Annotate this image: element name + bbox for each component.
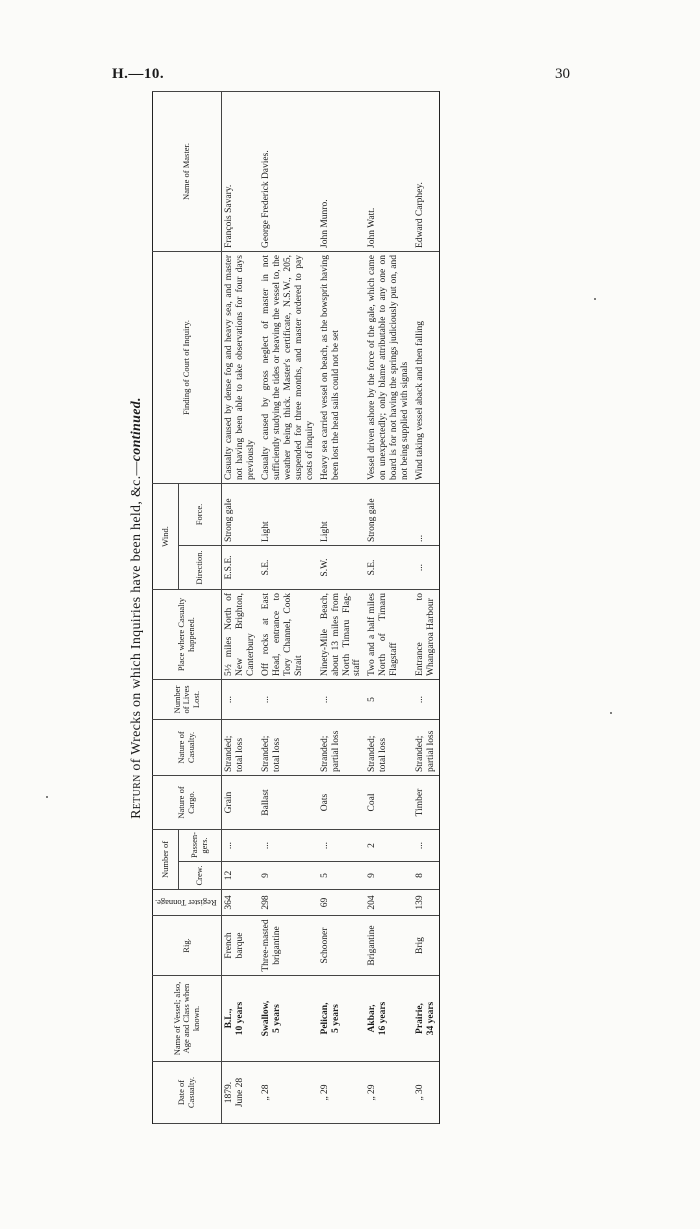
- title-rest: of Wrecks on which Inquiries have been held, &c.—: [129, 461, 144, 775]
- force-cell: Light: [318, 483, 366, 545]
- date-value: June 28: [235, 1077, 246, 1108]
- crew-cell: 9: [365, 862, 413, 890]
- header-casualty: Nature of Casualty.: [153, 720, 222, 776]
- vessel-name: Prairie,: [415, 1003, 426, 1034]
- casualty-cell: Stranded; total loss: [259, 720, 318, 776]
- passengers-cell: ...: [413, 830, 439, 862]
- vessel-cell: [318, 976, 366, 1062]
- rig-cell: Three-masted brigantine: [259, 916, 318, 976]
- cargo-cell: Ballast: [259, 776, 318, 830]
- crew-cell: 12: [222, 862, 259, 890]
- cargo-cell: Grain: [222, 776, 259, 830]
- header-tonnage-text: Register Tonnage.: [155, 898, 217, 909]
- finding-cell: Heavy sea carried vessel on beach, as the bowsprit having been lost the head sails could not be set: [318, 251, 366, 483]
- date-cell: [318, 1062, 366, 1124]
- passengers-cell: ...: [222, 830, 259, 862]
- vessel-age: 16 years: [378, 1001, 389, 1036]
- date-cell: [413, 1062, 439, 1124]
- direction-cell: S.E.: [365, 546, 413, 590]
- passengers-cell: ...: [318, 830, 366, 862]
- force-cell: Light: [259, 483, 318, 545]
- master-cell: John Munro.: [318, 91, 366, 251]
- force-cell: ...: [413, 483, 439, 545]
- table-row: [318, 91, 366, 1123]
- header-row-top: [153, 91, 179, 1123]
- casualty-cell: Stranded; total loss: [222, 720, 259, 776]
- direction-cell: S.E.: [259, 546, 318, 590]
- year-label: 1879.: [224, 1081, 235, 1104]
- vessel-name: Pelican,: [319, 1002, 330, 1035]
- header-vessel: Name of Vessel; also, Age and Class when known.: [153, 976, 222, 1062]
- finding-cell: Vessel driven ashore by the force of the gale, which came on unexpectedly; only blame attributable to any one on board is for not having the springs judiciously put on, and not being supplied with signals: [365, 251, 413, 483]
- header-direction: Direction.: [179, 546, 222, 590]
- rig-cell: Brigantine: [365, 916, 413, 976]
- header-force: Force.: [179, 483, 222, 545]
- tonnage-cell: 364: [222, 890, 259, 916]
- vessel-age: 5 years: [272, 1004, 283, 1033]
- rig-cell: Brig: [413, 916, 439, 976]
- header-place: Place where Casualty happened.: [153, 590, 222, 680]
- print-speck: [46, 796, 48, 798]
- header-number-of: Number of: [153, 830, 179, 890]
- rig-cell: Schooner: [318, 916, 366, 976]
- passengers-cell: ...: [259, 830, 318, 862]
- header-master: Name of Master.: [153, 91, 222, 251]
- place-cell: 5½ miles North of New Brighton, Canterbury: [222, 590, 259, 680]
- table-title: [126, 92, 152, 1124]
- master-cell: Edward Carphey.: [413, 91, 439, 251]
- crew-cell: 9: [259, 862, 318, 890]
- master-cell: George Frederick Davies.: [259, 91, 318, 251]
- tonnage-cell: 298: [259, 890, 318, 916]
- casualty-cell: Stranded; partial loss: [318, 720, 366, 776]
- vessel-cell: [413, 976, 439, 1062]
- vessel-age: 5 years: [330, 1004, 341, 1033]
- lives-cell: ...: [259, 680, 318, 720]
- force-cell: Strong gale: [222, 483, 259, 545]
- vessel-name: B.L.,: [224, 1008, 235, 1029]
- master-cell: François Savary.: [222, 91, 259, 251]
- direction-cell: S.W.: [318, 546, 366, 590]
- cargo-cell: Coal: [365, 776, 413, 830]
- vessel-cell: [259, 976, 318, 1062]
- date-value: „ 28: [261, 1084, 272, 1101]
- lives-cell: 5: [365, 680, 413, 720]
- vessel-age: 34 years: [426, 1001, 437, 1036]
- header-rig: Rig.: [153, 916, 222, 976]
- master-cell: John Watt.: [365, 91, 413, 251]
- date-value: „ 30: [415, 1084, 426, 1101]
- print-speck: [594, 298, 596, 300]
- table-row: [259, 91, 318, 1123]
- finding-cell: Wind taking vessel aback and then falling: [413, 251, 439, 483]
- crew-cell: 8: [413, 862, 439, 890]
- title-continued: continued.: [129, 397, 144, 462]
- header-wind: Wind.: [153, 483, 179, 589]
- header-tonnage: [153, 890, 222, 916]
- direction-cell: ...: [413, 546, 439, 590]
- lives-cell: ...: [413, 680, 439, 720]
- header-lives: Number of Lives Lost.: [153, 680, 222, 720]
- cargo-cell: Timber: [413, 776, 439, 830]
- tonnage-cell: 69: [318, 890, 366, 916]
- table-row: [365, 91, 413, 1123]
- casualty-cell: Stranded; total loss: [365, 720, 413, 776]
- cargo-cell: Oats: [318, 776, 366, 830]
- finding-cell: Casualty caused by gross neglect of master in not sufficiently studying the tides or heaving the vessel to, the weather being thick. Master's certificate, N.S.W., 205, suspended for three months, and master ordered to pay costs of inquiry: [259, 251, 318, 483]
- header-date: Date of Casualty.: [153, 1062, 222, 1124]
- lives-cell: ...: [222, 680, 259, 720]
- crew-cell: 5: [318, 862, 366, 890]
- header-passengers: Passen-gers.: [179, 830, 222, 862]
- title-prefix: Return: [129, 774, 144, 819]
- casualty-cell: Stranded; partial loss: [413, 720, 439, 776]
- date-value: „ 29: [319, 1084, 330, 1101]
- place-cell: Two and a half miles North of Timaru Flagstaff: [365, 590, 413, 680]
- force-cell: Strong gale: [365, 483, 413, 545]
- date-value: „ 29: [367, 1084, 378, 1101]
- finding-cell: Casualty caused by dense fog and heavy sea, and master not having been able to take observations for four days previously: [222, 251, 259, 483]
- date-cell: [365, 1062, 413, 1124]
- vessel-name: Akbar,: [367, 1004, 378, 1033]
- page-identifier: H.—10.: [112, 66, 165, 82]
- rig-cell: French barque: [222, 916, 259, 976]
- vessel-cell: [222, 976, 259, 1062]
- page-number: 30: [555, 66, 570, 82]
- place-cell: Off rocks at East Head, entrance to Tory Channel, Cook Strait: [259, 590, 318, 680]
- date-cell: [259, 1062, 318, 1124]
- print-speck: [610, 712, 612, 714]
- lives-cell: ...: [318, 680, 366, 720]
- vessel-age: 10 years: [235, 1001, 246, 1036]
- table-row: [222, 91, 259, 1123]
- header-finding: Finding of Court of Inquiry.: [153, 251, 222, 483]
- wrecks-table: [152, 91, 440, 1124]
- header-cargo: Nature of Cargo.: [153, 776, 222, 830]
- place-cell: Entrance to Whangaroa Harbour: [413, 590, 439, 680]
- tonnage-cell: 139: [413, 890, 439, 916]
- direction-cell: E.S.E.: [222, 546, 259, 590]
- place-cell: Ninety-Mile Beach, about 13 miles from North Timaru Flag-staff: [318, 590, 366, 680]
- table-row: [413, 91, 439, 1123]
- vessel-name: Swallow,: [261, 1000, 272, 1037]
- vessel-cell: [365, 976, 413, 1062]
- rotated-table-block: [126, 92, 464, 1124]
- header-crew: Crew.: [179, 862, 222, 890]
- passengers-cell: 2: [365, 830, 413, 862]
- tonnage-cell: 204: [365, 890, 413, 916]
- date-cell: [222, 1062, 259, 1124]
